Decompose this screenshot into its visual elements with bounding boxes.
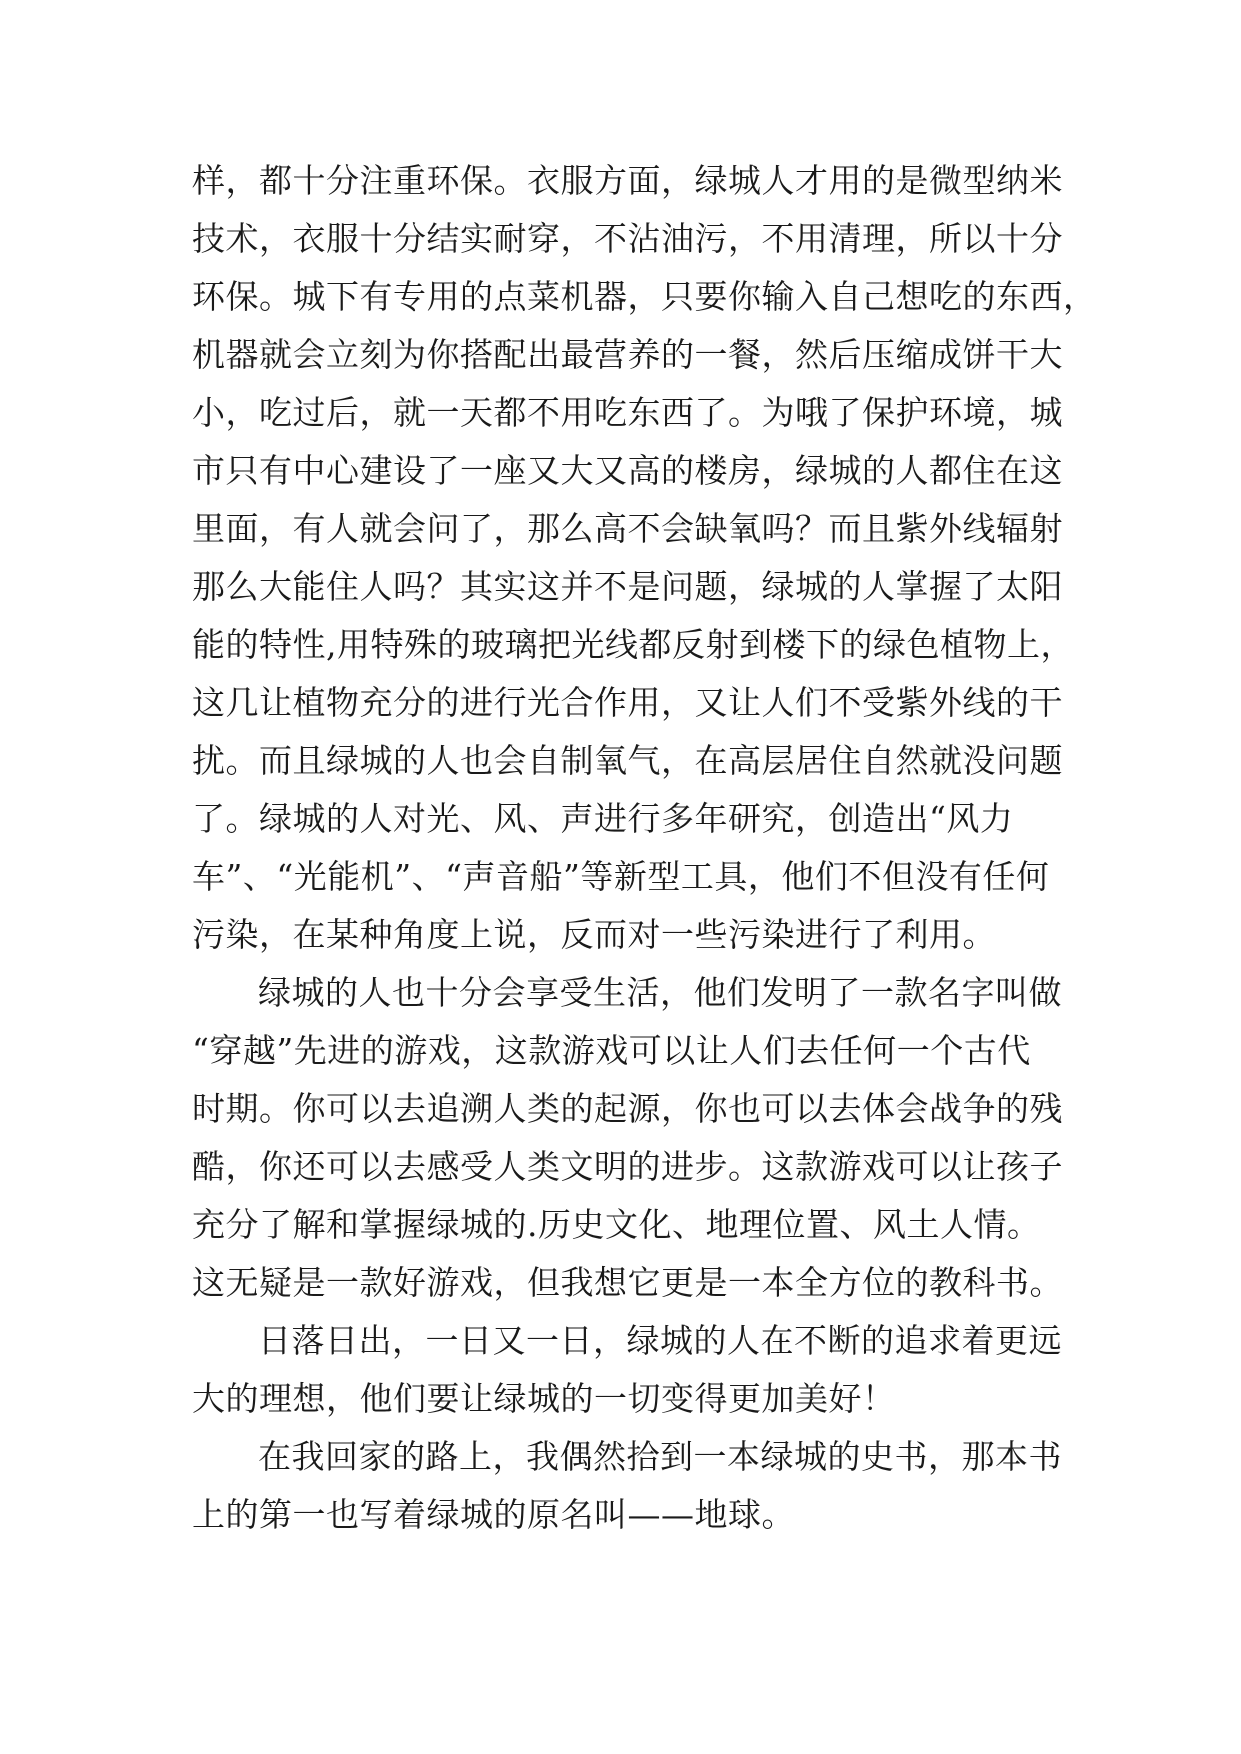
text-line: 绿城的人也十分会享受生活，他们发明了一款名字叫做 <box>258 973 1062 1012</box>
text-line: 在我回家的路上，我偶然拾到一本绿城的史书，那本书 <box>258 1437 1062 1476</box>
text-line: 机器就会立刻为你搭配出最营养的一餐，然后压缩成饼干大 <box>192 335 1063 374</box>
text-line: 样，都十分注重环保。衣服方面，绿城人才用的是微型纳米 <box>192 161 1063 200</box>
text-line: 环保。城下有专用的点菜机器，只要你输入自己想吃的东西， <box>192 277 1097 316</box>
text-line: 小，吃过后，就一天都不用吃东西了。为哦了保护环境，城 <box>192 393 1063 432</box>
paragraph-4 <box>192 1428 1062 1544</box>
text-line: 技术，衣服十分结实耐穿，不沾油污，不用清理，所以十分 <box>192 219 1063 258</box>
text-line: 这无疑是一款好游戏，但我想它更是一本全方位的教科书。 <box>192 1263 1063 1302</box>
text-line: 里面，有人就会问了，那么高不会缺氧吗？而且紫外线辐射 <box>192 509 1063 548</box>
text-line: 车”、“光能机”、“声音船”等新型工具，他们不但没有任何 <box>192 857 1050 896</box>
paragraph-2 <box>192 964 1063 1312</box>
text-line: 市只有中心建设了一座又大又高的楼房，绿城的人都住在这 <box>192 451 1063 490</box>
text-line: 酷，你还可以去感受人类文明的进步。这款游戏可以让孩子 <box>192 1147 1063 1186</box>
text-line: 日落日出，一日又一日，绿城的人在不断的追求着更远 <box>258 1321 1062 1360</box>
text-line: 充分了解和掌握绿城的.历史文化、地理位置、风土人情。 <box>192 1205 1041 1244</box>
text-line: 这几让植物充分的进行光合作用，又让人们不受紫外线的干 <box>192 683 1063 722</box>
text-line: 那么大能住人吗？其实这并不是问题，绿城的人掌握了太阳 <box>192 567 1063 606</box>
text-line: 时期。你可以去追溯人类的起源，你也可以去体会战争的残 <box>192 1089 1063 1128</box>
text-line: 能的特性,用特殊的玻璃把光线都反射到楼下的绿色植物上， <box>192 625 1074 664</box>
text-line: 了。绿城的人对光、风、声进行多年研究，创造出“风力 <box>192 799 1014 838</box>
body-text <box>192 152 1097 1544</box>
text-line: 扰。而且绿城的人也会自制氧气，在高层居住自然就没问题 <box>192 741 1063 780</box>
text-line: 污染，在某种角度上说，反而对一些污染进行了利用。 <box>192 915 996 954</box>
paragraph-3 <box>192 1312 1062 1428</box>
text-line: 大的理想，他们要让绿城的一切变得更加美好！ <box>192 1379 896 1418</box>
text-line: 上的第一也写着绿城的原名叫——地球。 <box>192 1495 795 1534</box>
paragraph-1 <box>192 152 1097 964</box>
text-line: “穿越”先进的游戏，这款游戏可以让人们去任何一个古代 <box>192 1031 1031 1070</box>
